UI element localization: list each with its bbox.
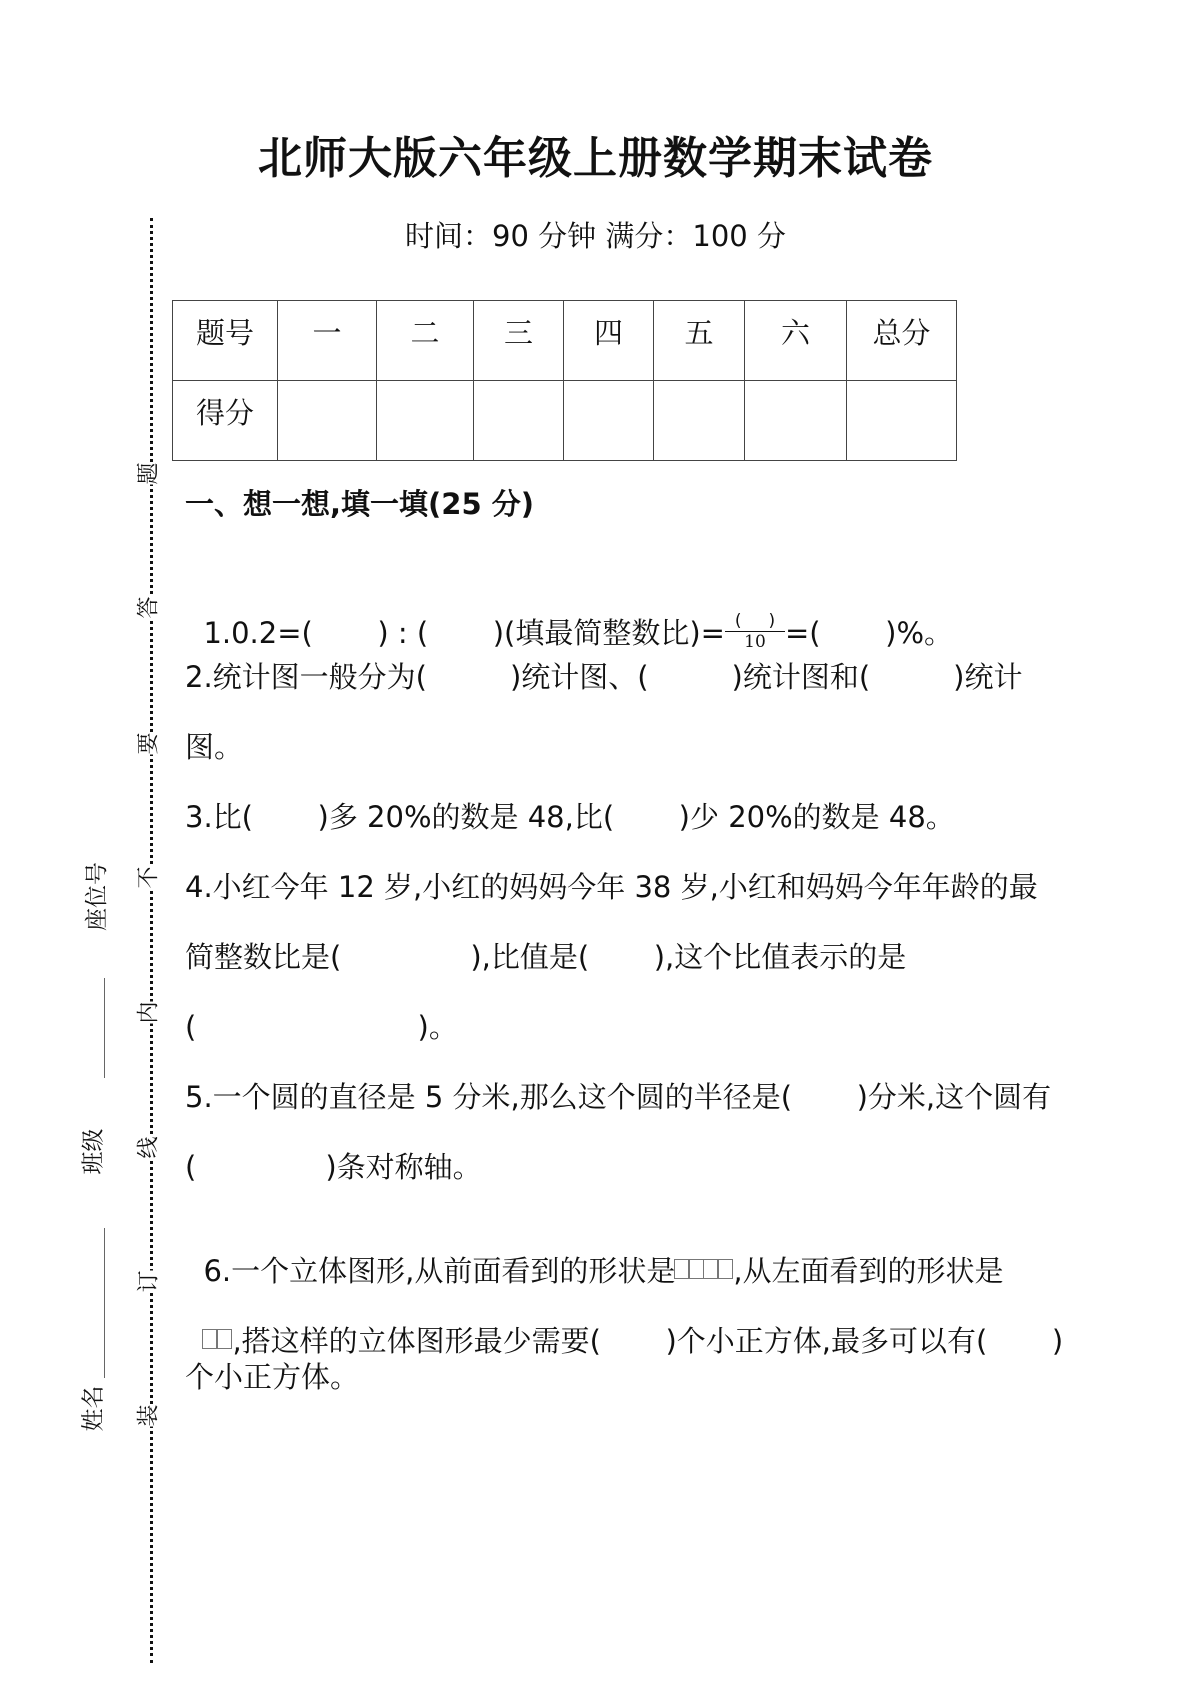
question-text: =( )%。: [784, 616, 953, 650]
question-5-line-1: 5.一个圆的直径是 5 分米,那么这个圆的半径是( )分米,这个圆有: [185, 1080, 1052, 1114]
question-6-line-1: [185, 1215, 1004, 1290]
binding-char: 订: [132, 1270, 163, 1292]
question-6-line-2: [185, 1285, 1063, 1360]
table-score-row: [173, 381, 957, 461]
table-header-row: [173, 301, 957, 381]
score-cell[interactable]: [377, 381, 474, 461]
score-cell[interactable]: [474, 381, 564, 461]
score-cell[interactable]: [847, 381, 957, 461]
question-4-line-2: 简整数比是( ),比值是( ),这个比值表示的是: [185, 940, 907, 974]
fraction-numerator: ( ): [734, 610, 776, 631]
binding-char: 装: [132, 1404, 163, 1426]
binding-char: 不: [132, 866, 163, 888]
question-text: ,搭这样的立体图形最少需要( )个小正方体,最多可以有( ): [232, 1324, 1064, 1358]
table-row-label: 得分: [173, 381, 278, 461]
question-3: 3.比( )多 20%的数是 48,比( )少 20%的数是 48。: [185, 800, 955, 834]
table-header-cell: 五: [654, 301, 745, 381]
table-header-cell: 题号: [173, 301, 278, 381]
binding-char: 题: [132, 462, 163, 484]
class-label: 班级: [80, 1128, 107, 1175]
left-view-shape-icon: [203, 1322, 232, 1356]
seat-number-label: 座位号: [84, 862, 110, 931]
question-1: [185, 577, 953, 655]
table-header-cell: 四: [564, 301, 654, 381]
table-header-cell: 一: [278, 301, 377, 381]
table-header-cell: 六: [745, 301, 847, 381]
question-text: 6.一个立体图形,从前面看到的形状是: [203, 1254, 676, 1288]
question-2-line-1: 2.统计图一般分为( )统计图、( )统计图和( )统计: [185, 660, 1023, 694]
section-heading: 一、想一想,填一填(25 分): [185, 487, 534, 521]
question-text: ,从左面看到的形状是: [733, 1254, 1004, 1288]
binding-char: 要: [132, 732, 163, 754]
class-field-line[interactable]: [104, 978, 105, 1078]
question-text: 1.0.2=( ) : ( )(填最简整数比)=: [203, 616, 725, 650]
score-cell[interactable]: [564, 381, 654, 461]
fraction-denominator: 10: [744, 631, 766, 652]
score-table: [172, 300, 957, 461]
table-header-cell: 总分: [847, 301, 957, 381]
name-field-line[interactable]: [104, 1228, 105, 1378]
question-5-line-2: ( )条对称轴。: [185, 1150, 482, 1184]
score-cell[interactable]: [654, 381, 745, 461]
fraction: [725, 612, 785, 651]
binding-char: 线: [132, 1136, 163, 1158]
question-6-line-3: 个小正方体。: [185, 1360, 360, 1394]
exam-info: 时间：90 分钟 满分：100 分: [405, 219, 786, 253]
question-4-line-1: 4.小红今年 12 岁,小红的妈妈今年 38 岁,小红和妈妈今年年龄的最: [185, 870, 1038, 904]
question-4-line-3: ( )。: [185, 1010, 458, 1044]
binding-char: 内: [132, 1001, 163, 1023]
binding-dotted-line: [150, 218, 153, 1663]
front-view-shape-icon: [675, 1252, 733, 1286]
score-cell[interactable]: [278, 381, 377, 461]
binding-char: 答: [132, 596, 163, 618]
score-cell[interactable]: [745, 381, 847, 461]
name-label: 姓名: [80, 1385, 107, 1432]
table-header-cell: 二: [377, 301, 474, 381]
page-title: 北师大版六年级上册数学期末试卷: [258, 133, 933, 184]
question-2-line-2: 图。: [185, 730, 244, 764]
table-header-cell: 三: [474, 301, 564, 381]
